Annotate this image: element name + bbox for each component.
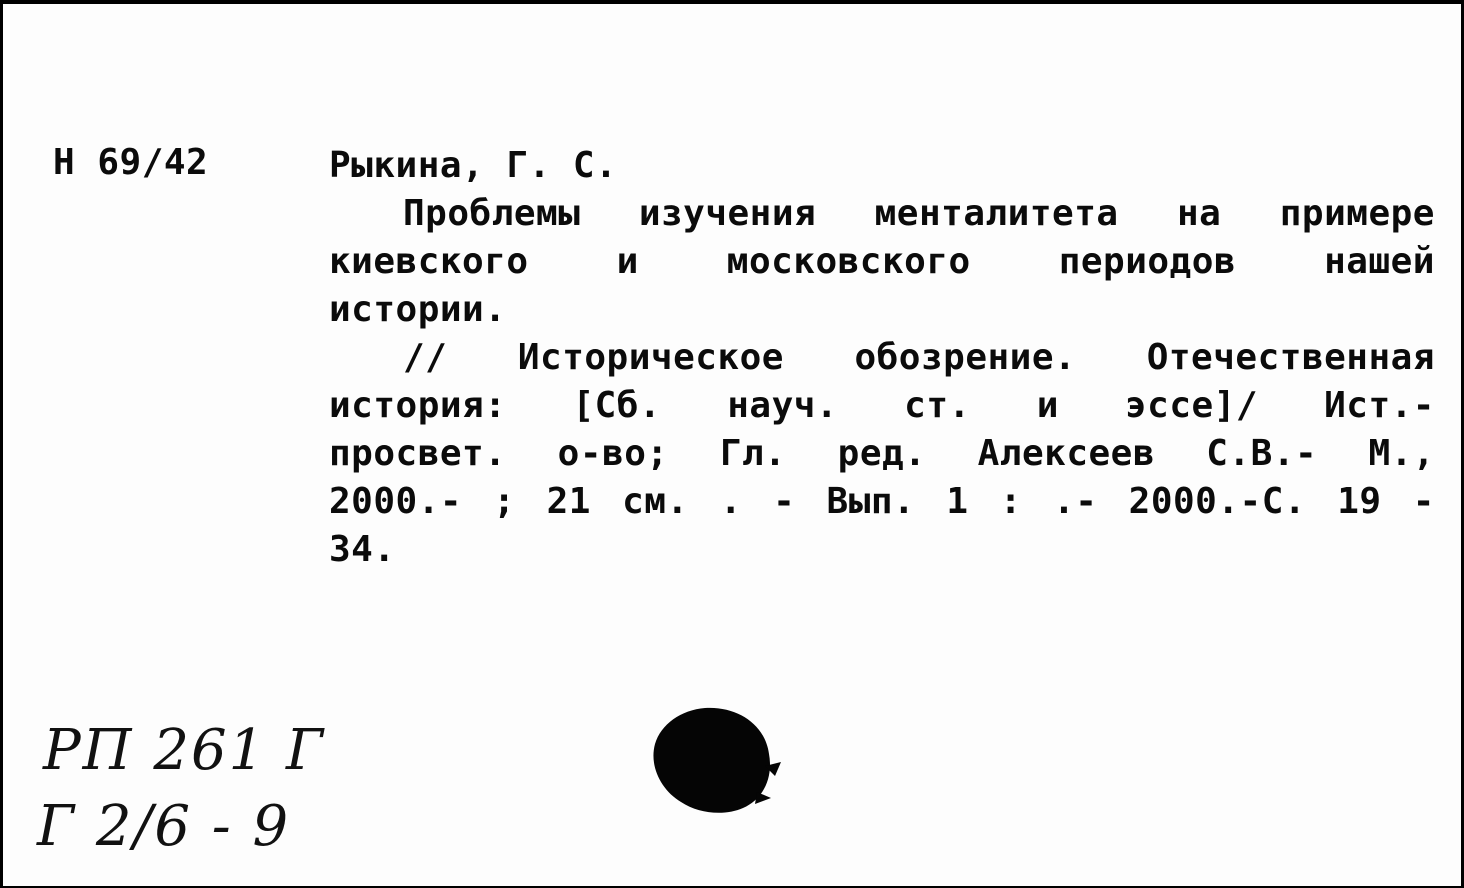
source-lines-line: [329, 478, 1435, 526]
word: о-во;: [557, 433, 669, 474]
word: эссе]/: [1125, 385, 1259, 426]
title-lines-line: [329, 286, 1435, 334]
word: Отечественная: [1146, 337, 1435, 378]
word: просвет.: [329, 433, 507, 474]
word: Историческое: [517, 337, 784, 378]
card-top-border: [3, 0, 1464, 4]
author: Рыкина, Г. С.: [329, 145, 618, 186]
word: киевского: [329, 241, 529, 282]
word: изучения: [638, 193, 817, 234]
source-lines-line: [329, 334, 1435, 382]
word: истории.: [329, 289, 507, 330]
source-lines-line: [329, 430, 1435, 478]
word: московского: [726, 241, 971, 282]
word: [Сб.: [572, 385, 662, 426]
word: ст.: [904, 385, 971, 426]
word: 21: [546, 481, 591, 522]
word: нашей: [1324, 241, 1435, 282]
handwritten-note: РП 261 Г: [43, 718, 326, 783]
word: ред.: [837, 433, 927, 474]
word: периодов: [1058, 241, 1237, 282]
word: 34.: [329, 529, 396, 570]
word: 19: [1337, 481, 1382, 522]
word: :: [999, 481, 1022, 522]
word: Вып.: [826, 481, 916, 522]
source-lines-line: [329, 382, 1435, 430]
word: -: [773, 481, 796, 522]
word: история:: [329, 385, 507, 426]
word: обозрение.: [854, 337, 1077, 378]
title-lines-line: [329, 190, 1435, 238]
source-lines-line: [329, 526, 1435, 574]
word: менталитета: [874, 193, 1119, 234]
word: С.В.-: [1206, 433, 1318, 474]
bibliographic-entry: [329, 142, 1435, 574]
word: ;: [493, 481, 516, 522]
word: Алексеев: [977, 433, 1156, 474]
title: [329, 190, 1435, 334]
ink-blot: [647, 706, 787, 816]
word: см.: [622, 481, 689, 522]
word: и: [1036, 385, 1059, 426]
word: Проблемы: [403, 193, 581, 234]
source: [329, 334, 1435, 574]
word: на: [1176, 193, 1222, 234]
word: .: [719, 481, 742, 522]
word: 1: [946, 481, 969, 522]
word: 2000.-: [329, 481, 463, 522]
word: Гл.: [719, 433, 787, 474]
word: //: [403, 337, 448, 378]
title-lines-line: [329, 238, 1435, 286]
word: науч.: [727, 385, 839, 426]
handwritten-note: Г 2/6 - 9: [37, 794, 291, 859]
word: и: [616, 241, 639, 282]
shelfmark: Н 69/42: [53, 142, 209, 183]
word: .-: [1053, 481, 1098, 522]
word: Ист.-: [1324, 385, 1435, 426]
word: примере: [1279, 193, 1435, 234]
word: -: [1412, 481, 1435, 522]
word: 2000.-С.: [1128, 481, 1307, 522]
word: М.,: [1368, 433, 1435, 474]
